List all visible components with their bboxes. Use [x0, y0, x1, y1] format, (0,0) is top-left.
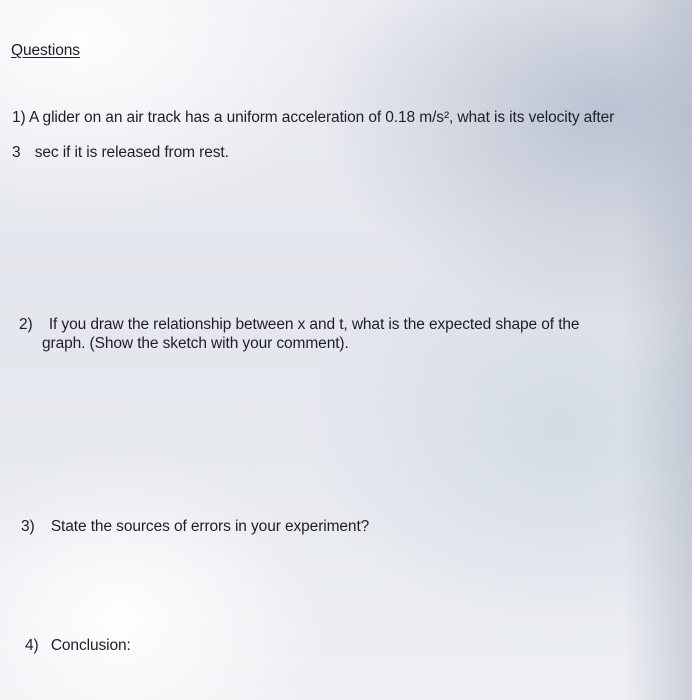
paper-shadow: [622, 0, 692, 700]
question-1-text-1: A glider on an air track has a uniform acceleration of 0.18 m/s², what is its velocity after: [28, 109, 615, 126]
question-1-line-1: [12, 109, 614, 127]
question-4-text: Conclusion:: [50, 637, 131, 654]
question-1-number: 1): [12, 109, 26, 126]
question-2-line-1: [19, 316, 579, 334]
question-2-text-1: If you draw the relationship between x and t, what is the expected shape of the: [48, 316, 580, 333]
question-4-line: [25, 637, 131, 655]
question-4-number: 4): [25, 637, 39, 654]
question-2-line-2: [42, 335, 349, 353]
question-2-text-2: graph. (Show the sketch with your comment).: [42, 335, 349, 352]
question-1-line-2: [12, 144, 229, 162]
question-3-text: State the sources of errors in your experiment?: [50, 518, 370, 535]
question-3-number: 3): [21, 518, 35, 535]
question-1-text-2: sec if it is released from rest.: [34, 144, 229, 161]
question-1-continuation-number: 3: [12, 144, 21, 161]
question-2-number: 2): [19, 316, 33, 333]
question-3-line: [21, 518, 369, 536]
questions-heading: Questions: [11, 42, 80, 59]
